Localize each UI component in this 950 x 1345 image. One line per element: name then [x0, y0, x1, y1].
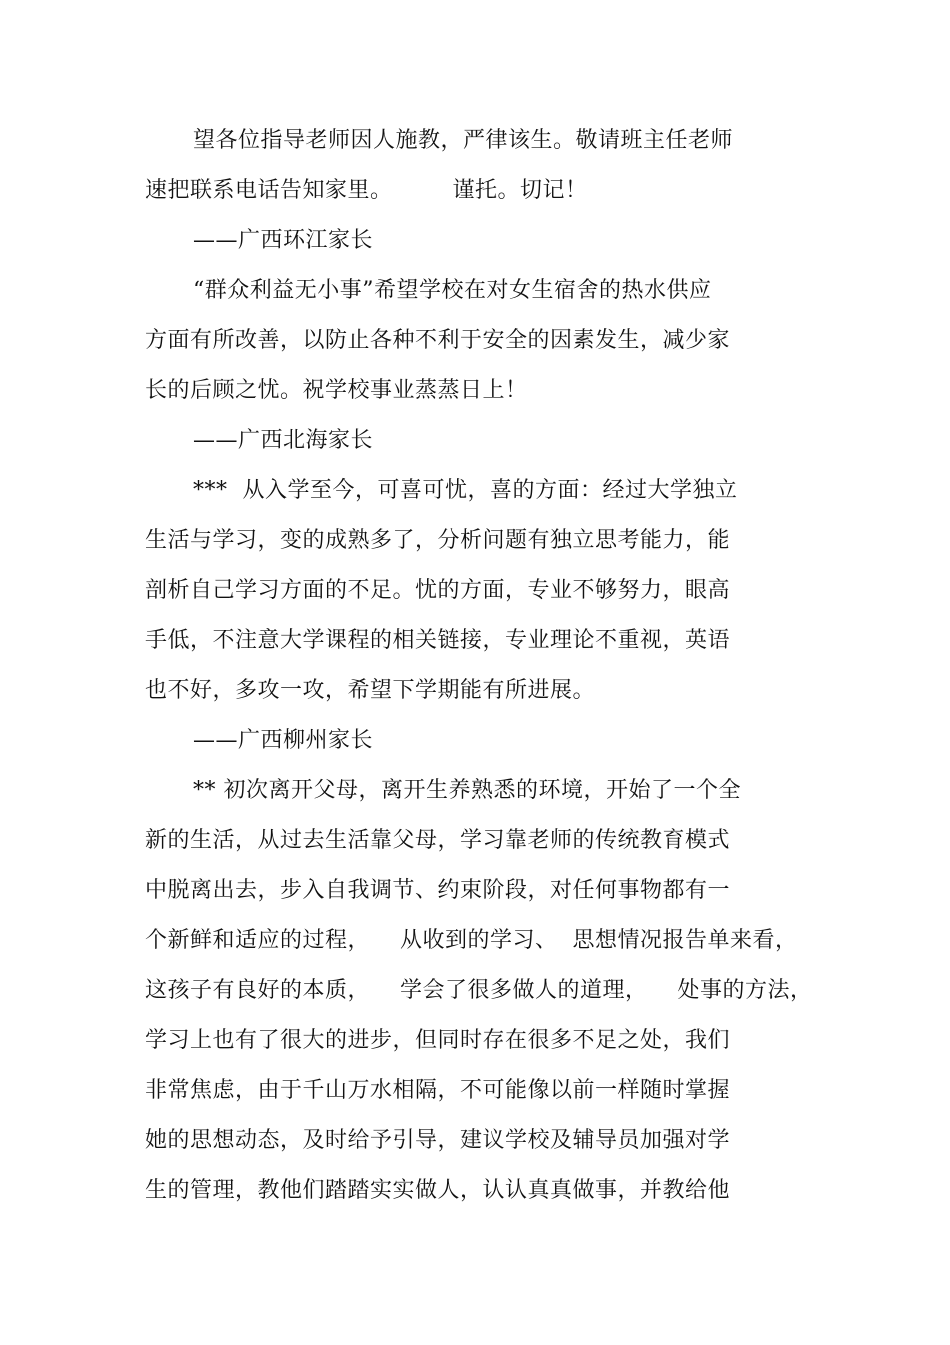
- text-line: 个新鲜和适应的过程， 从收到的学习、 思想情况报告单来看，: [145, 928, 798, 953]
- text-line: 方面有所改善，以防止各种不利于安全的因素发生，减少家: [145, 328, 731, 353]
- text-line: 中脱离出去，步入自我调节、约束阶段，对任何事物都有一: [145, 878, 731, 903]
- text-line: ** 初次离开父母，离开生养熟悉的环境，开始了一个全: [193, 778, 741, 803]
- text-line: 望各位指导老师因人施教，严律该生。敬请班主任老师: [193, 128, 734, 153]
- text-line: 新的生活，从过去生活靠父母，学习靠老师的传统教育模式: [145, 828, 731, 853]
- text-line: 这孩子有良好的本质， 学会了很多做人的道理， 处事的方法，: [145, 978, 813, 1003]
- text-line: 非常焦虑，由于千山万水相隔，不可能像以前一样随时掌握: [145, 1078, 731, 1103]
- text-line: 生活与学习，变的成熟多了，分析问题有独立思考能力，能: [145, 528, 731, 553]
- text-line: 生的管理，教他们踏踏实实做人，认认真真做事，并教给他: [145, 1178, 731, 1203]
- text-line: 长的后顾之忧。祝学校事业蒸蒸日上！: [145, 378, 528, 403]
- text-line: 手低，不注意大学课程的相关链接，专业理论不重视，英语: [145, 628, 731, 653]
- signature-line: ——广西柳州家长: [193, 728, 374, 753]
- text-line: 剖析自己学习方面的不足。忧的方面，专业不够努力，眼高: [145, 578, 731, 603]
- signature-line: ——广西环江家长: [193, 228, 374, 253]
- text-line: “群众利益无小事”希望学校在对女生宿舍的热水供应: [193, 278, 712, 303]
- text-line: 她的思想动态，及时给予引导，建议学校及辅导员加强对学: [145, 1128, 731, 1153]
- signature-line: ——广西北海家长: [193, 428, 374, 453]
- text-line: 也不好，多攻一攻，希望下学期能有所进展。: [145, 678, 596, 703]
- text-line: *** 从入学至今，可喜可忧，喜的方面：经过大学独立: [193, 478, 738, 503]
- text-line: 速把联系电话告知家里。 谨托。切记！: [145, 178, 588, 203]
- text-line: 学习上也有了很大的进步，但同时存在很多不足之处，我们: [145, 1028, 731, 1053]
